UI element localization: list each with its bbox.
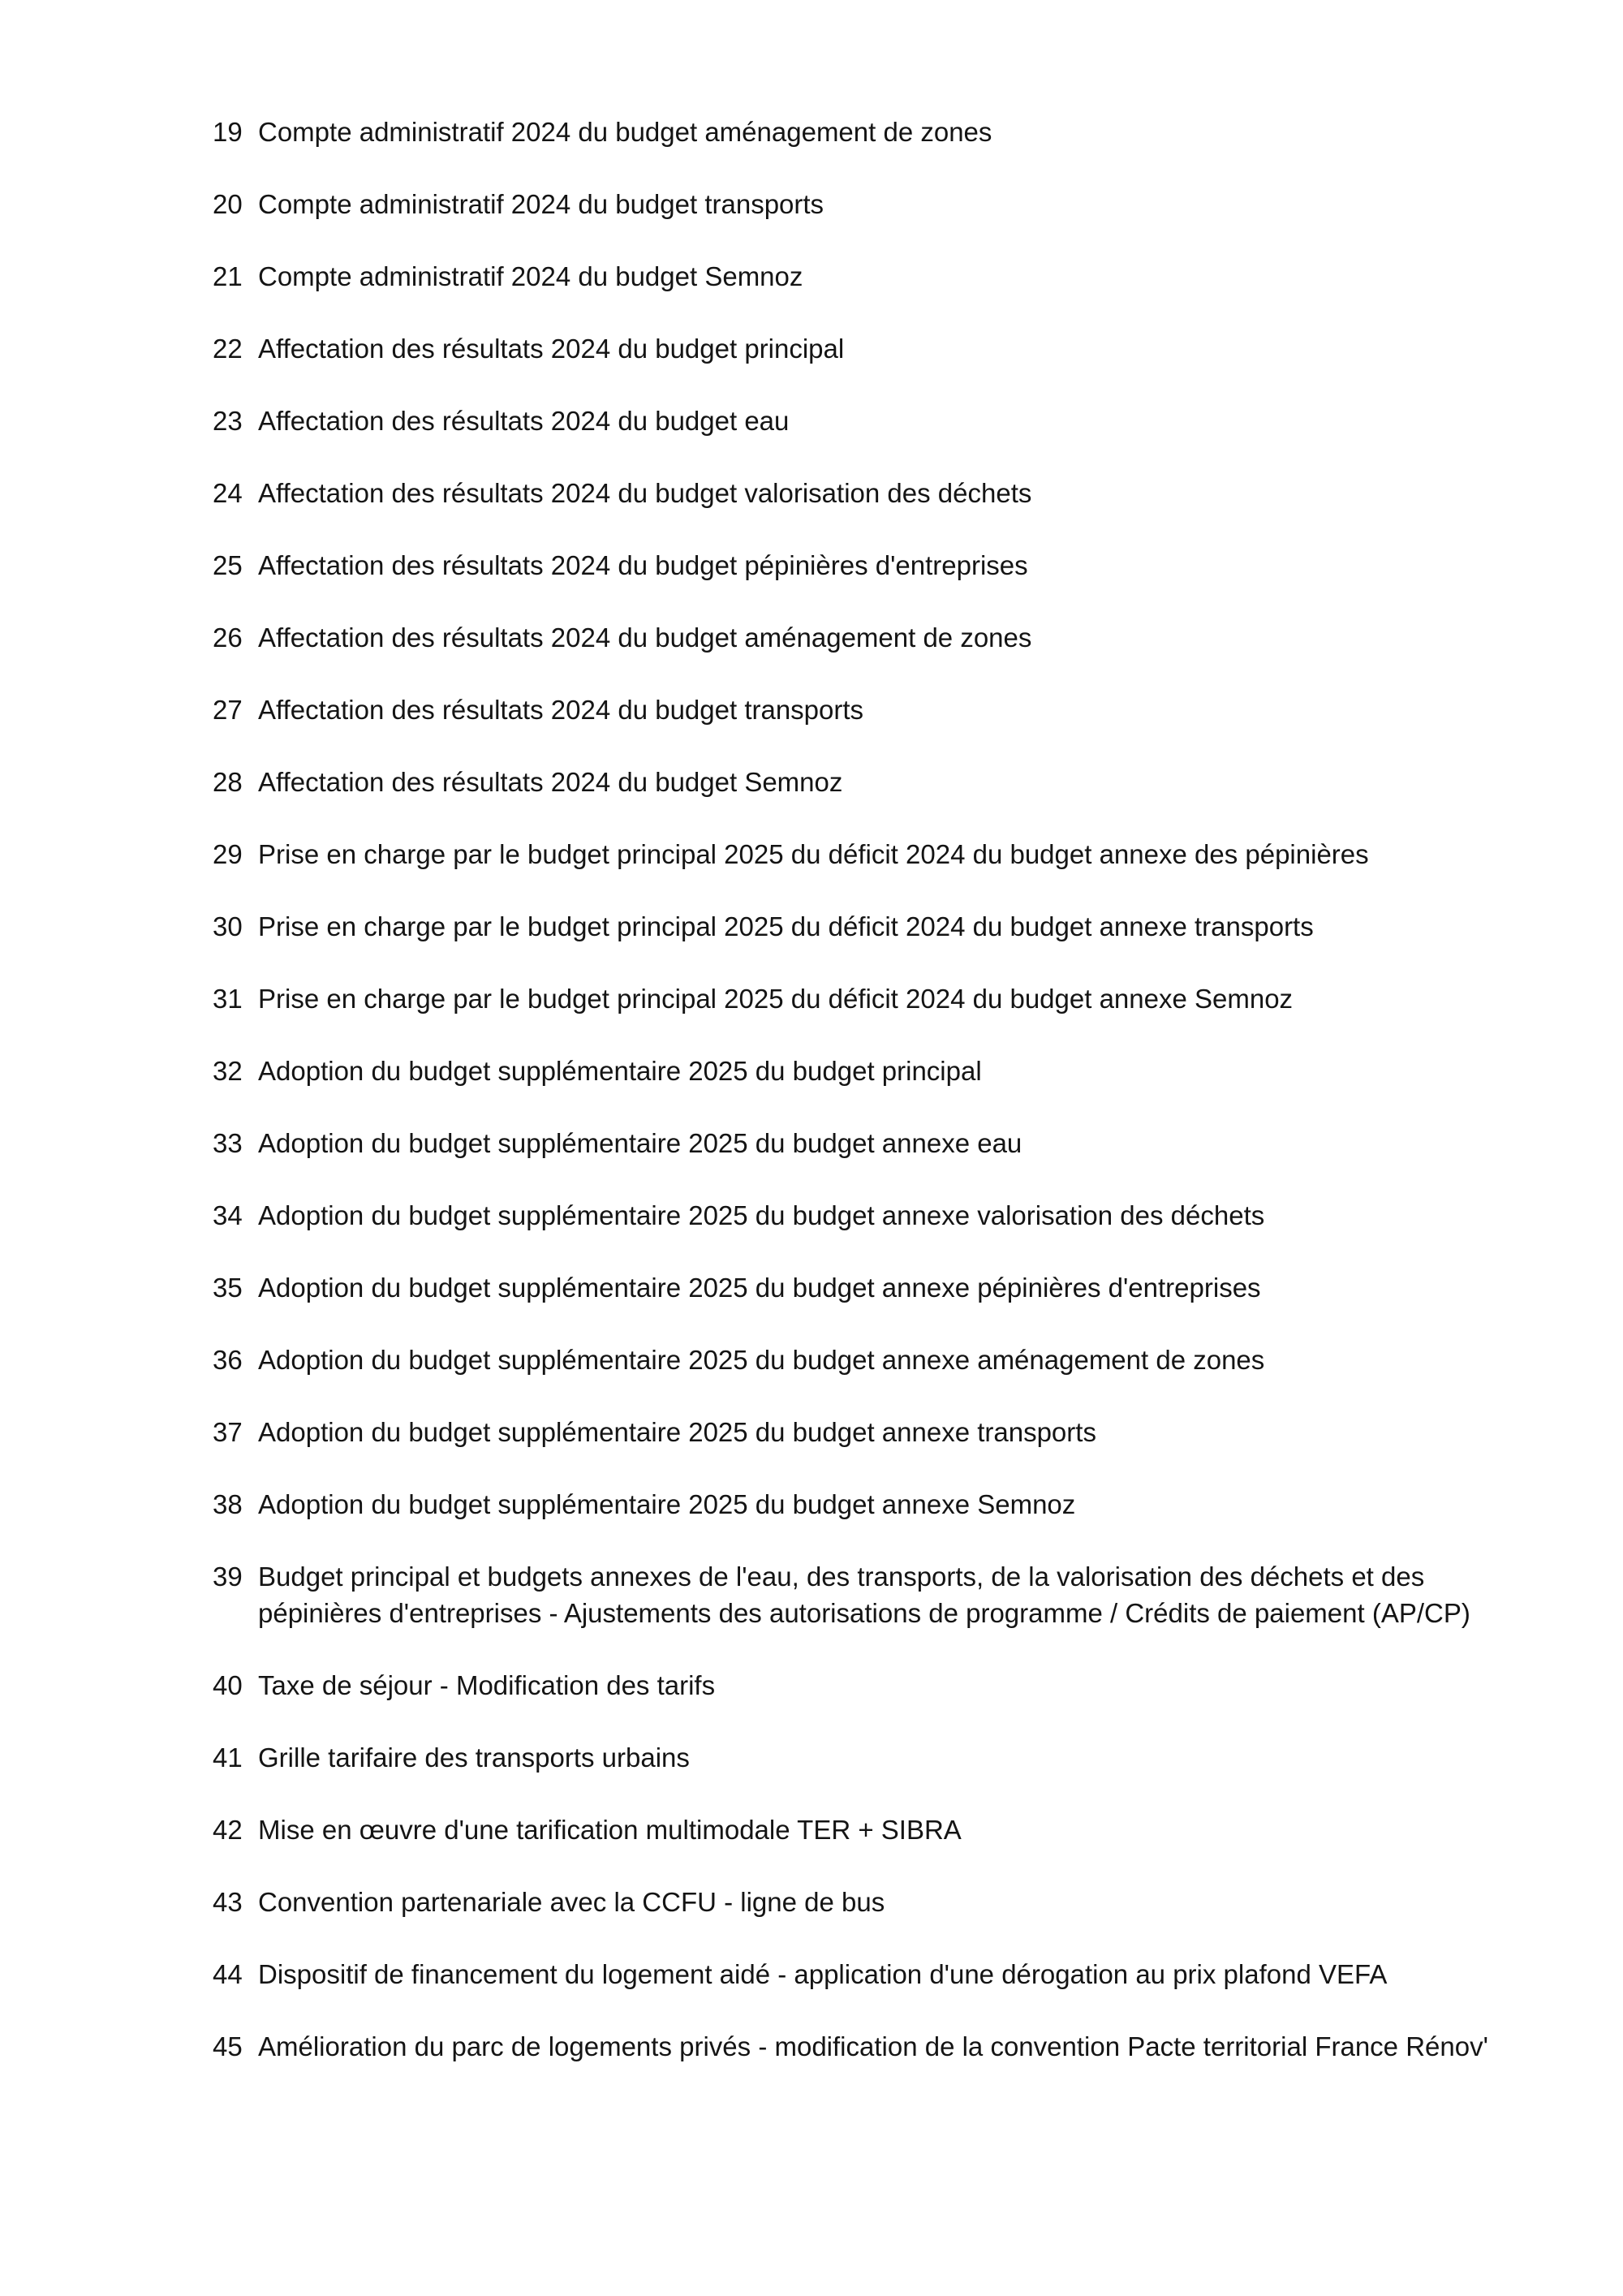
agenda-item [213,2028,1511,2065]
agenda-item-text: Affectation des résultats 2024 du budget aménagement de zones [258,622,1032,653]
agenda-item-number: 19 [213,117,243,147]
agenda-item-number: 45 [213,2031,243,2061]
agenda-item [213,1811,1511,1848]
agenda-item-number: 42 [213,1815,243,1845]
agenda-item-number: 22 [213,334,243,364]
agenda-item-text: Affectation des résultats 2024 du budget pépinières d'entreprises [258,550,1028,580]
agenda-item-text: Adoption du budget supplémentaire 2025 du budget annexe pépinières d'entreprises [258,1273,1261,1303]
agenda-item [213,764,1511,800]
agenda-item-text: Adoption du budget supplémentaire 2025 du budget principal [258,1056,982,1086]
agenda-item-text: Convention partenariale avec la CCFU - ligne de bus [258,1887,885,1917]
agenda-item [213,980,1511,1017]
agenda-item [213,1667,1511,1704]
agenda-item [213,1956,1511,1992]
agenda-item [213,1558,1511,1631]
agenda-item-number: 37 [213,1417,243,1447]
agenda-item [213,258,1511,295]
agenda-item-number: 41 [213,1742,243,1773]
agenda-list [213,114,1511,2100]
agenda-item [213,836,1511,872]
agenda-item-number: 33 [213,1128,243,1158]
agenda-item-text: Affectation des résultats 2024 du budget transports [258,695,864,725]
agenda-item-text: Prise en charge par le budget principal 2025 du déficit 2024 du budget annexe Semnoz [258,984,1294,1014]
agenda-item [213,547,1511,584]
agenda-item-number: 44 [213,1959,243,1989]
agenda-item [213,1053,1511,1089]
agenda-item-text: Adoption du budget supplémentaire 2025 du budget annexe aménagement de zones [258,1345,1265,1375]
agenda-item [213,186,1511,222]
agenda-item [213,691,1511,728]
agenda-item-number: 34 [213,1200,243,1230]
agenda-item-text: Affectation des résultats 2024 du budget Semnoz [258,767,843,797]
agenda-item-number: 43 [213,1887,243,1917]
agenda-item-text: Affectation des résultats 2024 du budget principal [258,334,845,364]
agenda-item-text: Affectation des résultats 2024 du budget valorisation des déchets [258,478,1032,508]
agenda-item-number: 24 [213,478,243,508]
agenda-item-text: Mise en œuvre d'une tarification multimodale TER + SIBRA [258,1815,962,1845]
agenda-item [213,403,1511,439]
agenda-item-number: 40 [213,1670,243,1700]
agenda-item-text: Adoption du budget supplémentaire 2025 du budget annexe transports [258,1417,1096,1447]
agenda-item-text: Grille tarifaire des transports urbains [258,1742,690,1773]
agenda-item-text: Taxe de séjour - Modification des tarifs [258,1670,716,1700]
agenda-item-number: 39 [213,1562,243,1592]
agenda-item-number: 25 [213,550,243,580]
agenda-item-text: Affectation des résultats 2024 du budget eau [258,406,790,436]
agenda-item [213,1414,1511,1450]
agenda-item-number: 29 [213,839,243,869]
agenda-item-text: Amélioration du parc de logements privés - modification de la convention Pacte territorial France Rénov' [258,2031,1488,2061]
agenda-item-text: Compte administratif 2024 du budget aménagement de zones [258,117,992,147]
agenda-item [213,1486,1511,1523]
agenda-item-number: 23 [213,406,243,436]
agenda-item [213,475,1511,511]
agenda-item-number: 35 [213,1273,243,1303]
agenda-item-number: 20 [213,189,243,219]
agenda-item [213,1125,1511,1161]
agenda-item [213,1884,1511,1920]
agenda-item-number: 27 [213,695,243,725]
agenda-item [213,1739,1511,1776]
agenda-item-text: Prise en charge par le budget principal 2025 du déficit 2024 du budget annexe des pépinières [258,839,1369,869]
agenda-item [213,908,1511,945]
agenda-item-number: 30 [213,911,243,941]
agenda-item-number: 36 [213,1345,243,1375]
agenda-item-number: 26 [213,622,243,653]
agenda-item-text: Adoption du budget supplémentaire 2025 du budget annexe valorisation des déchets [258,1200,1265,1230]
agenda-item [213,1269,1511,1306]
agenda-item-number: 38 [213,1489,243,1519]
agenda-item-text: Prise en charge par le budget principal 2025 du déficit 2024 du budget annexe transports [258,911,1314,941]
agenda-item [213,1197,1511,1234]
agenda-item-number: 32 [213,1056,243,1086]
agenda-item-text: Dispositif de financement du logement aidé - application d'une dérogation au prix plafond VEFA [258,1959,1388,1989]
agenda-item-text: Adoption du budget supplémentaire 2025 du budget annexe Semnoz [258,1489,1076,1519]
agenda-item-text: Adoption du budget supplémentaire 2025 du budget annexe eau [258,1128,1022,1158]
agenda-item-text: Budget principal et budgets annexes de l'eau, des transports, de la valorisation des déchets et des pépinières d'entreprises - Ajustements des autorisations de programme / Crédits de paiement (AP/CP) [258,1562,1470,1628]
agenda-item [213,114,1511,150]
agenda-item-text: Compte administratif 2024 du budget transports [258,189,824,219]
agenda-item [213,619,1511,656]
agenda-item-number: 21 [213,261,243,291]
agenda-item-number: 28 [213,767,243,797]
agenda-item-text: Compte administratif 2024 du budget Semnoz [258,261,803,291]
agenda-item [213,1342,1511,1378]
agenda-item-number: 31 [213,984,243,1014]
agenda-item [213,330,1511,367]
